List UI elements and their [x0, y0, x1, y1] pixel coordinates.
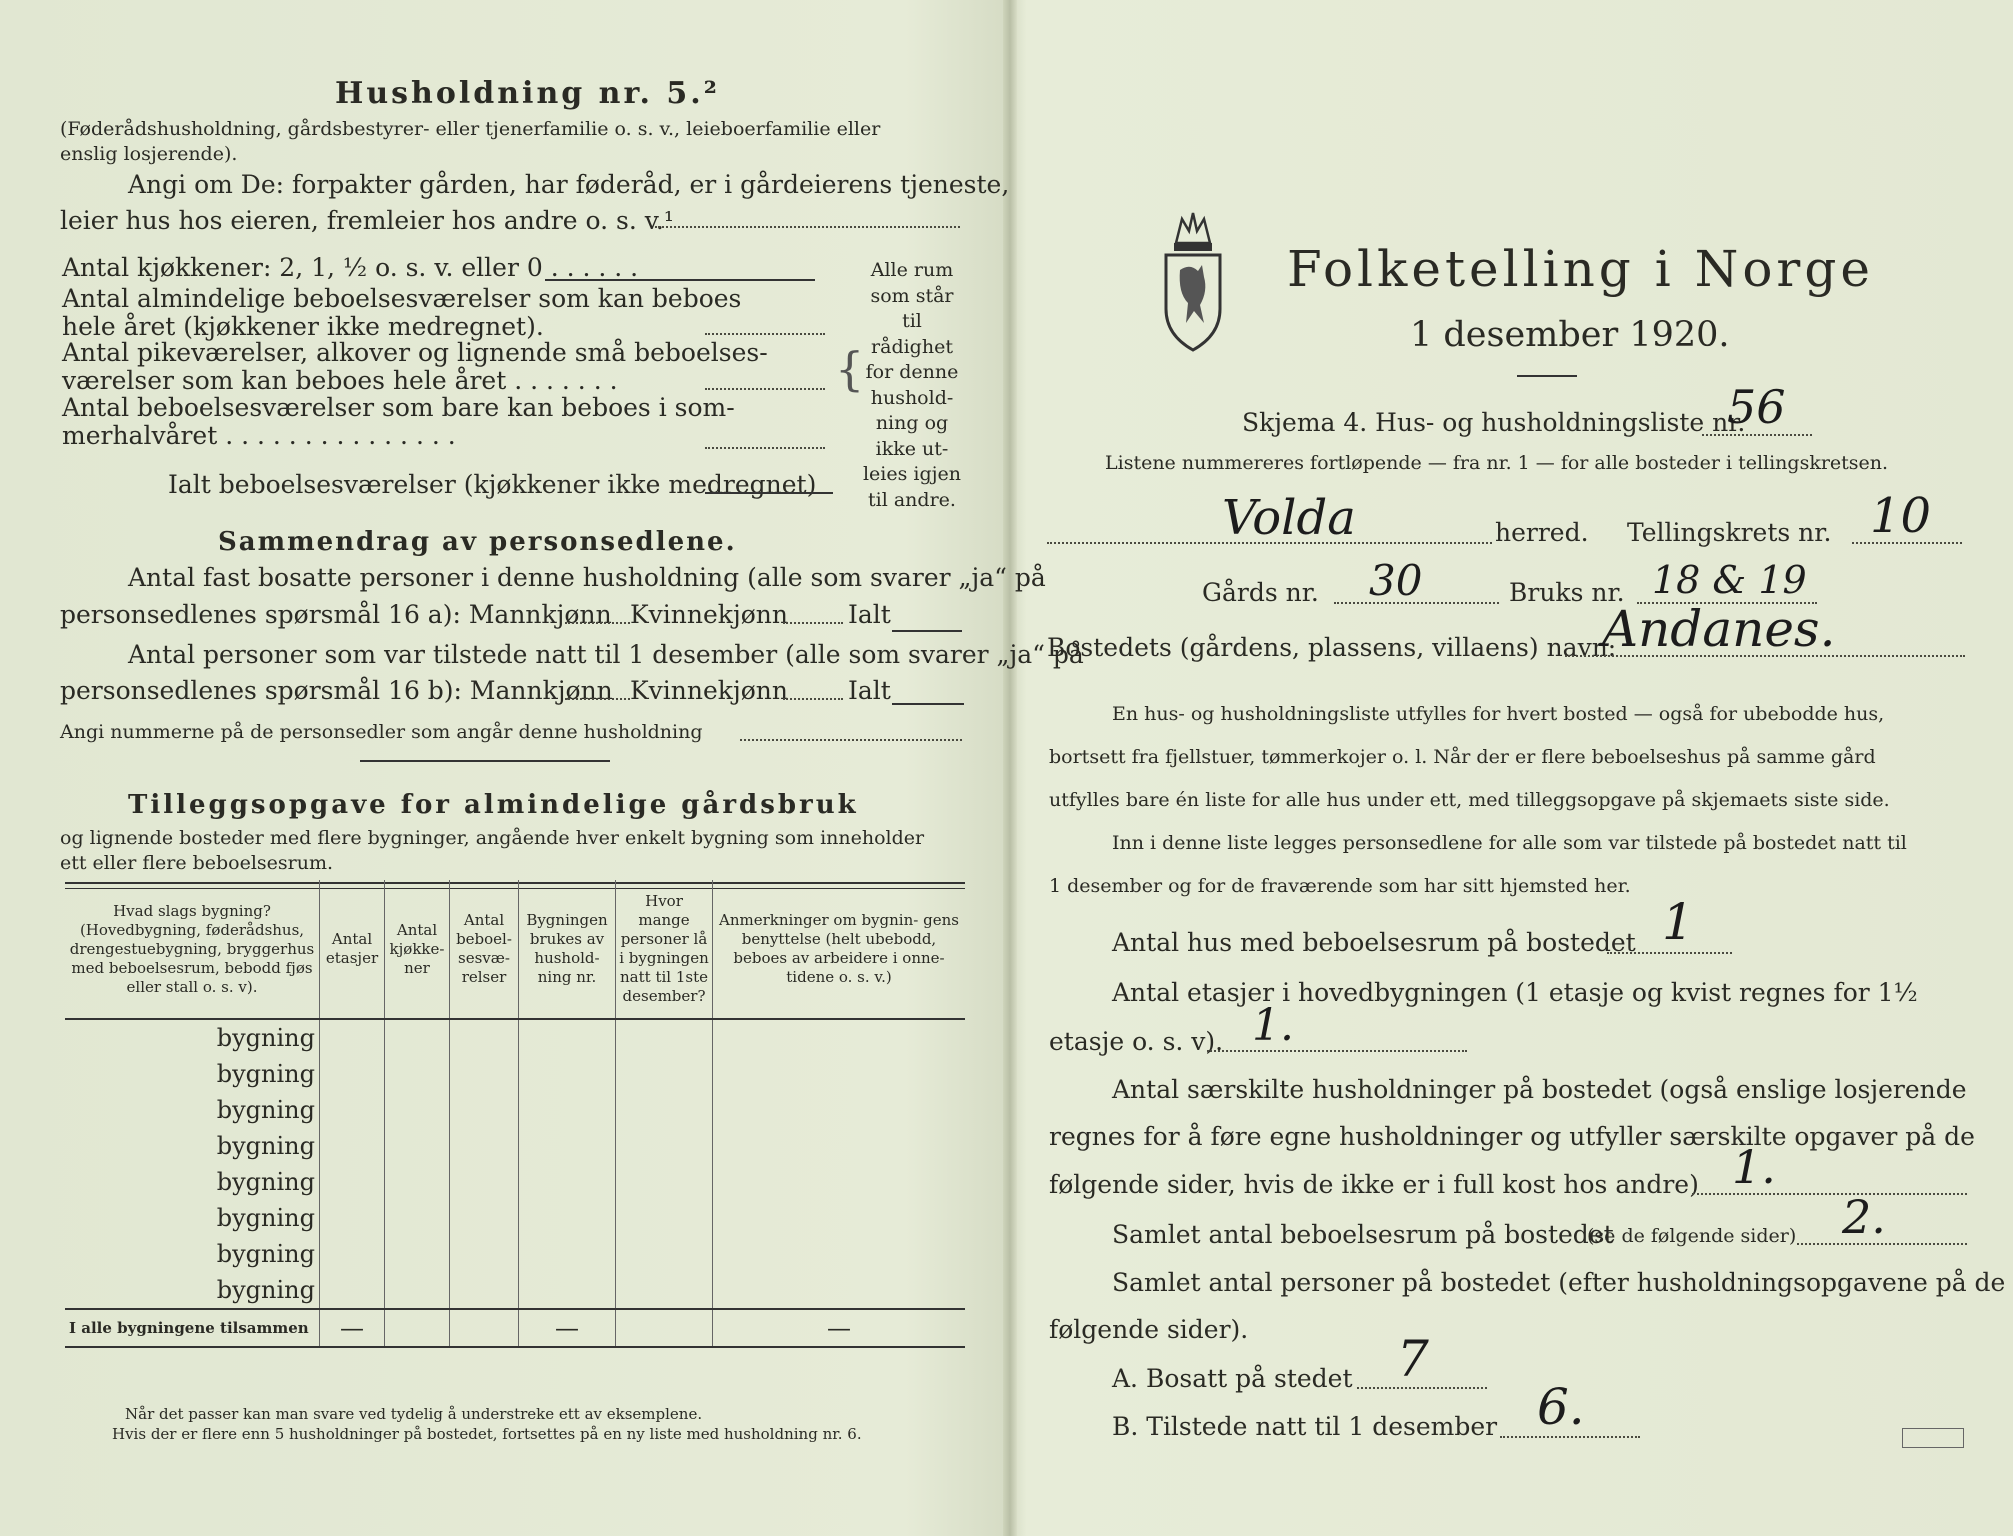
para-4: Inn i denne liste legges personsedlene for alle som var tilstede på bostedet natt til [1112, 832, 1907, 854]
norwegian-coat-of-arms-icon [1160, 205, 1226, 355]
building-table [65, 880, 965, 1348]
rooms-line-4: Antal pikeværelser, alkover og lignende små beboelses- [62, 338, 768, 367]
para-5: 1 desember og for de fraværende som har sitt hjemsted her. [1049, 875, 1631, 897]
bruks-label: Bruks nr. [1509, 578, 1625, 607]
printer-stamp [1902, 1428, 1964, 1448]
row-label[interactable]: bygning [216, 1024, 315, 1052]
row-label[interactable]: bygning [216, 1204, 315, 1232]
section-divider [360, 760, 610, 762]
footnote-1: Når det passer kan man svare ved tydelig å understreke ett av eksemplene. [125, 1405, 703, 1423]
rooms-line-5: værelser som kan beboes hele året . . . . . . . [62, 366, 618, 395]
para-2: bortsett fra fjellstuer, tømmerkojer o. l. Når der er flere beboelseshus på samme gård [1049, 746, 1876, 768]
col-persons: Hvor mange personer lå i bygningen natt til 1ste desember? [616, 880, 713, 1019]
tillegg-line-1: og lignende bosteder med flere bygninger, angående hver enkelt bygning som inneholder [60, 827, 925, 849]
rooms-line-1: Antal kjøkkener: 2, 1, ½ o. s. v. eller 0 . . . . . . [62, 253, 639, 282]
rooms-line-6: Antal beboelsesværelser som bare kan beboes i som- [62, 393, 735, 422]
rooms-note-8: leies igjen [862, 463, 962, 485]
summary-title: Sammendrag av personsedlene. [218, 527, 737, 557]
household-subtitle-2: enslig losjerende). [60, 143, 238, 165]
gards-value[interactable]: 30 [1369, 556, 1423, 605]
row-label[interactable]: bygning [216, 1276, 315, 1304]
angi-line-1: Angi om De: forpakter gården, har føderåd, er i gårdeierens tjeneste, [128, 170, 1010, 199]
row-label[interactable]: bygning [216, 1096, 315, 1124]
summary-1-ialt-line[interactable] [892, 630, 962, 632]
title-rule [1517, 375, 1577, 377]
skjema-value[interactable]: 56 [1727, 380, 1786, 434]
rooms-line-3: hele året (kjøkkener ikke medregnet). [62, 312, 544, 341]
gards-label: Gårds nr. [1202, 578, 1319, 607]
angi-line-2: leier hus hos eieren, fremleier hos andre o. s. v.¹ [60, 206, 674, 235]
rooms-note-4: for denne [865, 361, 959, 383]
hush-line-2: regnes for å føre egne husholdninger og utfyller særskilte opgaver på de [1049, 1122, 1975, 1151]
table-total-row [65, 1309, 965, 1347]
summary-2-women-label: Kvinnekjønn [630, 676, 788, 705]
kitchens-line[interactable] [545, 279, 815, 281]
bosatt-label: A. Bosatt på stedet [1112, 1364, 1353, 1393]
small-rooms-line[interactable] [705, 388, 825, 390]
table-row [65, 1019, 965, 1056]
tilstede-value[interactable]: 6. [1537, 1378, 1585, 1436]
etasjer-line-2: etasje o. s. v). [1049, 1027, 1224, 1056]
bosted-label: Bostedets (gårdens, plassens, villaens) navn: [1047, 633, 1617, 662]
herred-label: herred. [1495, 518, 1589, 547]
table-row [65, 1092, 965, 1128]
right-page [1017, 0, 2013, 1536]
row-label[interactable]: bygning [216, 1132, 315, 1160]
summary-1-women-label: Kvinnekjønn [630, 600, 788, 629]
col-floors: Antal etasjer [320, 880, 385, 1019]
table-row [65, 1128, 965, 1164]
summary-1a: Antal fast bosatte personer i denne husholdning (alle som svarer „ja“ på [128, 563, 1046, 592]
rooms-note [862, 258, 962, 513]
summer-rooms-line[interactable] [705, 447, 825, 449]
bosted-value[interactable]: Andanes. [1602, 600, 1836, 658]
total-floors: — [320, 1309, 385, 1347]
table-row [65, 1056, 965, 1092]
rooms-note-1: Alle rum [870, 259, 954, 281]
para-3: utfylles bare én liste for alle hus under ett, med tilleggsopgave på skjemaets siste side. [1049, 789, 1890, 811]
para-1: En hus- og husholdningsliste utfylles for hvert bosted — også for ubebodde hus, [1112, 703, 1885, 725]
samlet-pers-line-1: Samlet antal personer på bostedet (efter husholdningsopgavene på de [1112, 1268, 2006, 1297]
summary-1b: personsedlenes spørsmål 16 a): Mannkjønn [60, 600, 612, 629]
hus-label: Antal hus med beboelsesrum på bostedet [1112, 928, 1636, 957]
krets-label: Tellingskrets nr. [1627, 518, 1832, 547]
col-remarks: Anmerkninger om bygnin- gens benyttelse (helt ubebodd, beboes av arbeidere i onne- tidene o. s. v.) [713, 880, 966, 1019]
etasjer-value[interactable]: 1. [1252, 1000, 1294, 1051]
angi-nummer-line[interactable] [740, 739, 962, 741]
rooms-note-9: til andre. [868, 488, 956, 511]
hush-line-1: Antal særskilte husholdninger på bostedet (også enslige losjerende [1112, 1075, 1967, 1104]
skjema-line[interactable] [1702, 434, 1812, 436]
rooms-brace: { [835, 342, 865, 396]
herred-value[interactable]: Volda [1222, 490, 1356, 546]
table-row [65, 1272, 965, 1309]
table-row [65, 1164, 965, 1200]
skjema-label: Skjema 4. Hus- og husholdningsliste nr. [1242, 408, 1746, 437]
census-date: 1 desember 1920. [1410, 315, 1730, 355]
tilstede-line[interactable] [1500, 1436, 1640, 1438]
building-table-header [65, 880, 965, 1019]
hush-value[interactable]: 1. [1732, 1140, 1776, 1194]
samlet-pers-line-2: følgende sider). [1049, 1315, 1249, 1344]
angi-fill-line[interactable] [655, 226, 960, 228]
census-title: Folketelling i Norge [1287, 240, 1874, 298]
tillegg-line-2: ett eller flere beboelsesrum. [60, 852, 334, 874]
bosatt-value[interactable]: 7 [1397, 1330, 1429, 1388]
etasjer-line-1: Antal etasjer i hovedbygningen (1 etasje og kvist regnes for 1½ [1112, 978, 1918, 1007]
total-remarks: — [713, 1309, 966, 1347]
summary-1-ialt-label: Ialt [848, 600, 891, 629]
ialt-rooms-label: Ialt beboelsesværelser (kjøkkener ikke medregnet) [168, 470, 817, 499]
rooms-note-2: som står til [870, 284, 954, 332]
summary-1-men-line[interactable] [565, 622, 630, 624]
samlet-rum-note: (se de følgende sider) [1587, 1225, 1797, 1247]
listene-note: Listene nummereres fortløpende — fra nr. 1 — for alle bosteder i tellingskretsen. [1105, 452, 1889, 474]
household-title: Husholdning nr. 5.² [335, 76, 720, 111]
samlet-rum-label: Samlet antal beboelsesrum på bostedet [1112, 1220, 1614, 1249]
summary-2-women-line[interactable] [783, 698, 843, 700]
angi-nummer: Angi nummerne på de personsedler som angår denne husholdning [60, 721, 703, 743]
total-household: — [519, 1309, 616, 1347]
ordinary-rooms-line[interactable] [705, 333, 825, 335]
summary-2a: Antal personer som var tilstede natt til 1 desember (alle som svarer „ja“ på [128, 640, 1084, 669]
col-building-type: Hvad slags bygning? (Hovedbygning, føderådshus, drengestuebygning, bryggerhus med beboelsesrum, bebodd fjøs eller stall o. s. v). [69, 901, 315, 996]
tilstede-label: B. Tilstede natt til 1 desember [1112, 1412, 1498, 1441]
samlet-rum-value[interactable]: 2. [1842, 1190, 1886, 1244]
tillegg-title: Tilleggsopgave for almindelige gårdsbruk [128, 790, 859, 820]
row-label[interactable]: bygning [216, 1060, 315, 1088]
summary-2b: personsedlenes spørsmål 16 b): Mannkjønn [60, 676, 613, 705]
rooms-line-7: merhalvåret . . . . . . . . . . . . . . . [62, 421, 456, 450]
footnote-2: Hvis der er flere enn 5 husholdninger på bostedet, fortsettes på en ny liste med husholdning nr. 6. [112, 1425, 862, 1443]
ialt-rooms-line[interactable] [705, 492, 833, 494]
rooms-note-5: hushold- [870, 386, 954, 409]
col-household: Bygningen brukes av hushold- ning nr. [519, 880, 616, 1019]
summary-1-women-line[interactable] [783, 622, 843, 624]
rooms-note-6: ning og [875, 412, 949, 434]
table-row [65, 1200, 965, 1236]
rooms-line-2: Antal almindelige beboelsesværelser som kan beboes [62, 284, 742, 313]
rooms-note-3: rådighet [871, 335, 953, 358]
summary-2-ialt-label: Ialt [848, 676, 891, 705]
summary-2-ialt-line[interactable] [892, 703, 964, 705]
hus-value[interactable]: 1 [1662, 893, 1694, 951]
hus-line[interactable] [1607, 952, 1732, 954]
row-label[interactable]: bygning [216, 1168, 315, 1196]
rooms-note-7: ikke ut- [875, 437, 949, 460]
page-fold [1003, 0, 1017, 1536]
row-label[interactable]: bygning [216, 1240, 315, 1268]
krets-value[interactable]: 10 [1870, 488, 1932, 544]
col-kitchens: Antal kjøkke- ner [385, 880, 450, 1019]
etasjer-line[interactable] [1207, 1050, 1467, 1052]
household-subtitle-1: (Føderådshusholdning, gårdsbestyrer- eller tjenerfamilie o. s. v., leieboerfamilie eller [60, 118, 881, 140]
summary-2-men-line[interactable] [565, 698, 630, 700]
total-label: I alle bygningene tilsammen [69, 1319, 309, 1337]
hush-line-3: følgende sider, hvis de ikke er i full kost hos andre) [1049, 1170, 1699, 1199]
table-row [65, 1236, 965, 1272]
col-rooms: Antal beboel- sesvæ- relser [450, 880, 519, 1019]
bruks-value[interactable]: 18 & 19 [1652, 558, 1807, 602]
